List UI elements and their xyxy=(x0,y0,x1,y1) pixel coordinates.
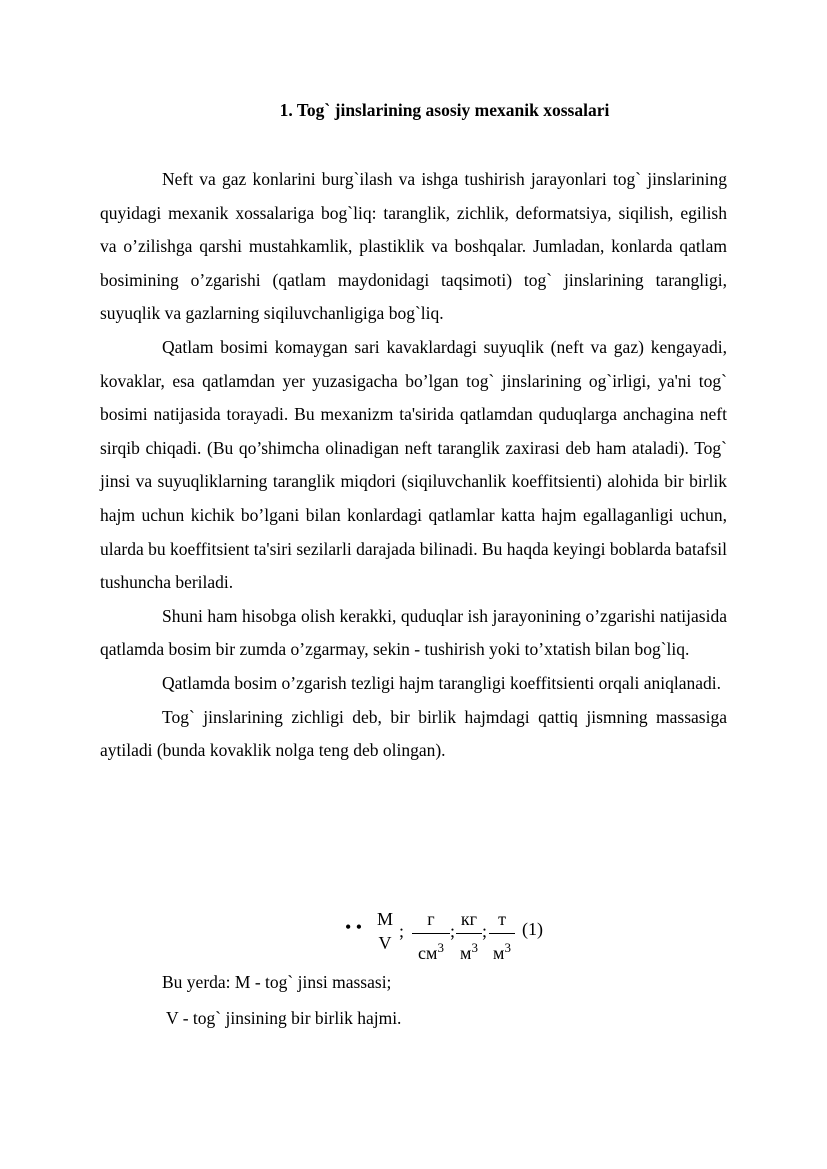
formula-separator: ; xyxy=(399,921,405,941)
fraction-bar xyxy=(456,933,482,934)
unit-numerator: т xyxy=(498,909,506,929)
formula-separator: ; xyxy=(482,921,488,941)
formula-separator: ; xyxy=(450,921,456,941)
unit-fraction-g-cm3 xyxy=(412,907,450,963)
fraction-bar xyxy=(412,933,450,934)
paragraph-4: Qatlamda bosim o’zgarish tezligi hajm tarangligi koeffitsienti orqali aniqlanadi. xyxy=(162,672,722,693)
unit-fraction-kg-m3 xyxy=(456,907,482,963)
unit-fraction-t-m3 xyxy=(489,907,515,963)
paragraph-1: Neft va gaz konlarini burg`ilash va ishga tushirish jarayonlari tog` jinslarining quyidagi mexanik xossalariga bog`liq: taranglik, zichlik, deformatsiya, siqilish, egilish va o’zilishga qarshi mustahkamlik, plastiklik va boshqalar. Jumladan, konlarda qatlam bosimining o’zgarishi (qatlam maydonidagi taqsimoti) tog` jinslarining tarangligi, suyuqlik va gazlarning siqiluvchanligiga bog`liq. xyxy=(100,169,727,324)
unit-denominator: $см^3$ xyxy=(418,940,444,963)
fraction-mass-volume xyxy=(374,907,396,955)
body-text xyxy=(100,163,727,768)
density-formula xyxy=(0,903,827,963)
fraction-numerator: M xyxy=(376,909,393,929)
equation-number: (1) xyxy=(522,919,543,939)
unit-numerator: кг xyxy=(460,909,478,929)
definition-mass: Bu yerda: M - tog` jinsi massasi; xyxy=(162,972,392,992)
paragraph-3: Shuni ham hisobga olish kerakki, quduqlar ish jarayonining o’zgarishi natijasida qatlamda bosim bir zumda o’zgarmay, sekin - tushirish yoki to’xtatish bilan bog`liq. xyxy=(100,605,727,660)
fraction-denominator: V xyxy=(378,933,392,953)
unit-denominator: $м^3$ xyxy=(493,940,511,963)
paragraph-5: Tog` jinslarining zichligi deb, bir birlik hajmdagi qattiq jismning massasiga aytiladi (bunda kovaklik nolga teng deb olingan). xyxy=(100,706,727,761)
definition-volume: V - tog` jinsining bir birlik hajmi. xyxy=(166,1008,402,1028)
formula-lead-symbols: • • xyxy=(345,917,363,937)
section-title: 1. Tog` jinslarining asosiy mexanik xossalari xyxy=(279,100,610,120)
fraction-bar xyxy=(489,933,515,934)
paragraph-2: Qatlam bosimi komaygan sari kavaklardagi suyuqlik (neft va gaz) kengayadi, kovaklar, esa qatlamdan yer yuzasigacha bo’lgan tog` jinslarining og`irligi, ya'ni tog` bosimi natijasida torayadi. Bu mexanizm ta'sirida qatlamdan quduqlarga anchagina neft sirqib chiqadi. (Bu qo’shimcha olinadigan neft taranglik zaxirasi deb ham ataladi). Tog` jinsi va suyuqliklarning taranglik miqdori (siqiluvchanlik koeffitsienti) alohida bir birlik hajm uchun kichik bo’lgani bilan konlardagi qatlamlar katta hajm egallaganligi uchun, ularda bu koeffitsient ta'siri sezilarli darajada bilinadi. Bu haqda keyingi boblarda batafsil tushuncha beriladi. xyxy=(100,336,727,593)
unit-numerator: г xyxy=(427,909,435,929)
unit-denominator: $м^3$ xyxy=(460,940,478,963)
